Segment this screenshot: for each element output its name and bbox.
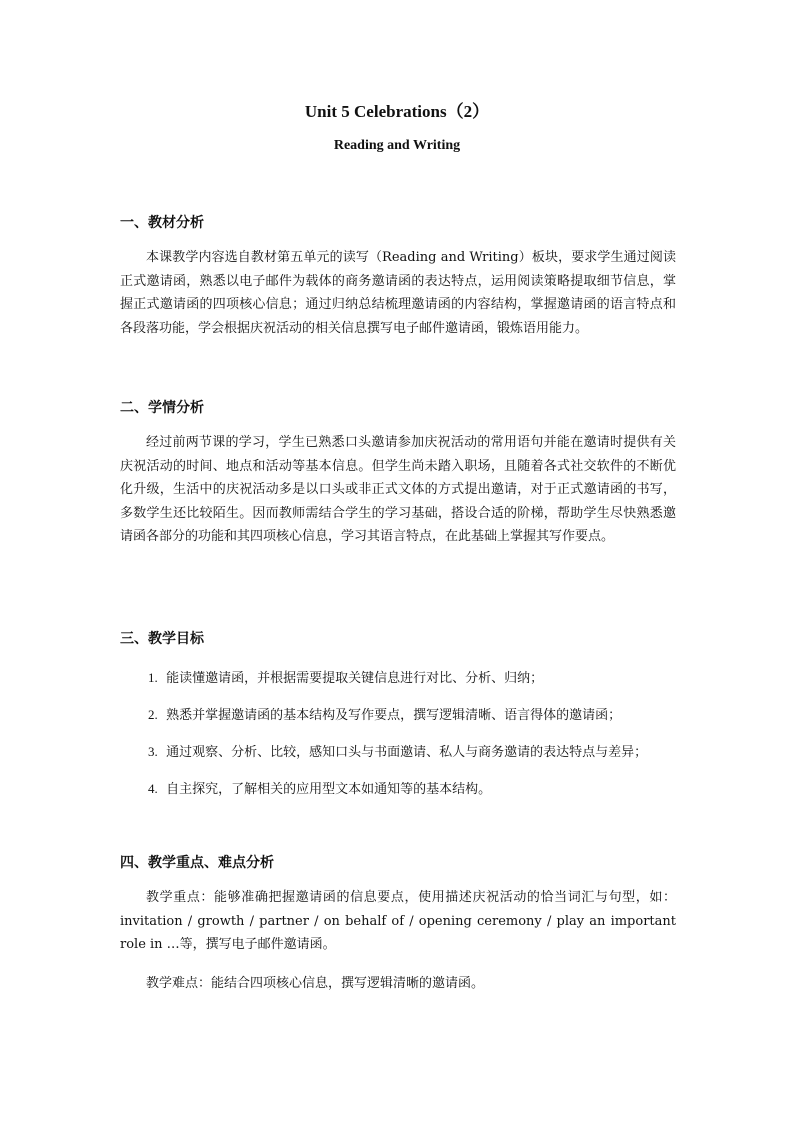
goal-text: 通过观察、分析、比较，感知口头与书面邀请、私人与商务邀请的表达特点与差异；: [166, 745, 648, 760]
goal-text: 能读懂邀请函，并根据需要提取关键信息进行对比、分析、归纳；: [166, 671, 544, 686]
goal-number: 2.: [148, 707, 158, 722]
goal-item: [148, 741, 688, 760]
document-subtitle: Reading and Writing: [333, 138, 461, 153]
goal-number: 3.: [148, 744, 158, 759]
goal-item: [148, 667, 688, 686]
students-paragraph: 经过前两节课的学习，学生已熟悉口头邀请参加庆祝活动的常用语句并能在邀请时提供有关庆祝活动的时间、地点和活动等基本信息。但学生尚未踏入职场，且随着各式社交软件的不断优化升级，生活中的庆祝活动多是以口头或非正式文体的方式提出邀请，对于正式邀请函的书写，多数学生还比较陌生。因而教师需结合学生的学习基础，搭设合适的阶梯，帮助学生尽快熟悉邀请函各部分的功能和其四项核心信息，学习其语言特点，在此基础上掌握其写作要点。: [120, 435, 676, 544]
section-heading-students: 二、学情分析: [120, 400, 204, 416]
difficult-point-paragraph: 教学难点：能结合四项核心信息，撰写逻辑清晰的邀请函。: [146, 976, 485, 991]
goal-text: 自主探究，了解相关的应用型文本如通知等的基本结构。: [166, 782, 492, 797]
document-title: Unit 5 Celebrations（2）: [304, 102, 490, 121]
section-heading-materials: 一、教材分析: [120, 215, 204, 231]
materials-paragraph: 本课教学内容选自教材第五单元的读写（Reading and Writing）板块，要求学生通过阅读正式邀请函，熟悉以电子邮件为载体的商务邀请函的表达特点，运用阅读策略提取细节信息，掌握正式邀请函的四项核心信息；通过归纳总结梳理邀请函的内容结构，掌握邀请函的语言特点和各段落功能，学会根据庆祝活动的相关信息撰写电子邮件邀请函，锻炼语用能力。: [120, 250, 676, 336]
goal-item: [148, 704, 688, 723]
goal-number: 1.: [148, 670, 158, 685]
goal-text: 熟悉并掌握邀请函的基本结构及写作要点，撰写逻辑清晰、语言得体的邀请函；: [166, 708, 622, 723]
section-heading-focus: 四、教学重点、难点分析: [120, 855, 274, 871]
key-point-paragraph: 教学重点：能够准确把握邀请函的信息要点，使用描述庆祝活动的恰当词汇与句型，如：invitation / growth / partner / on behalf of / opening ceremony / play an important role in …等，撰写电子邮件邀请函。: [120, 890, 676, 952]
goal-number: 4.: [148, 781, 158, 796]
goal-item: [148, 778, 688, 797]
section-heading-goals: 三、教学目标: [120, 631, 204, 647]
